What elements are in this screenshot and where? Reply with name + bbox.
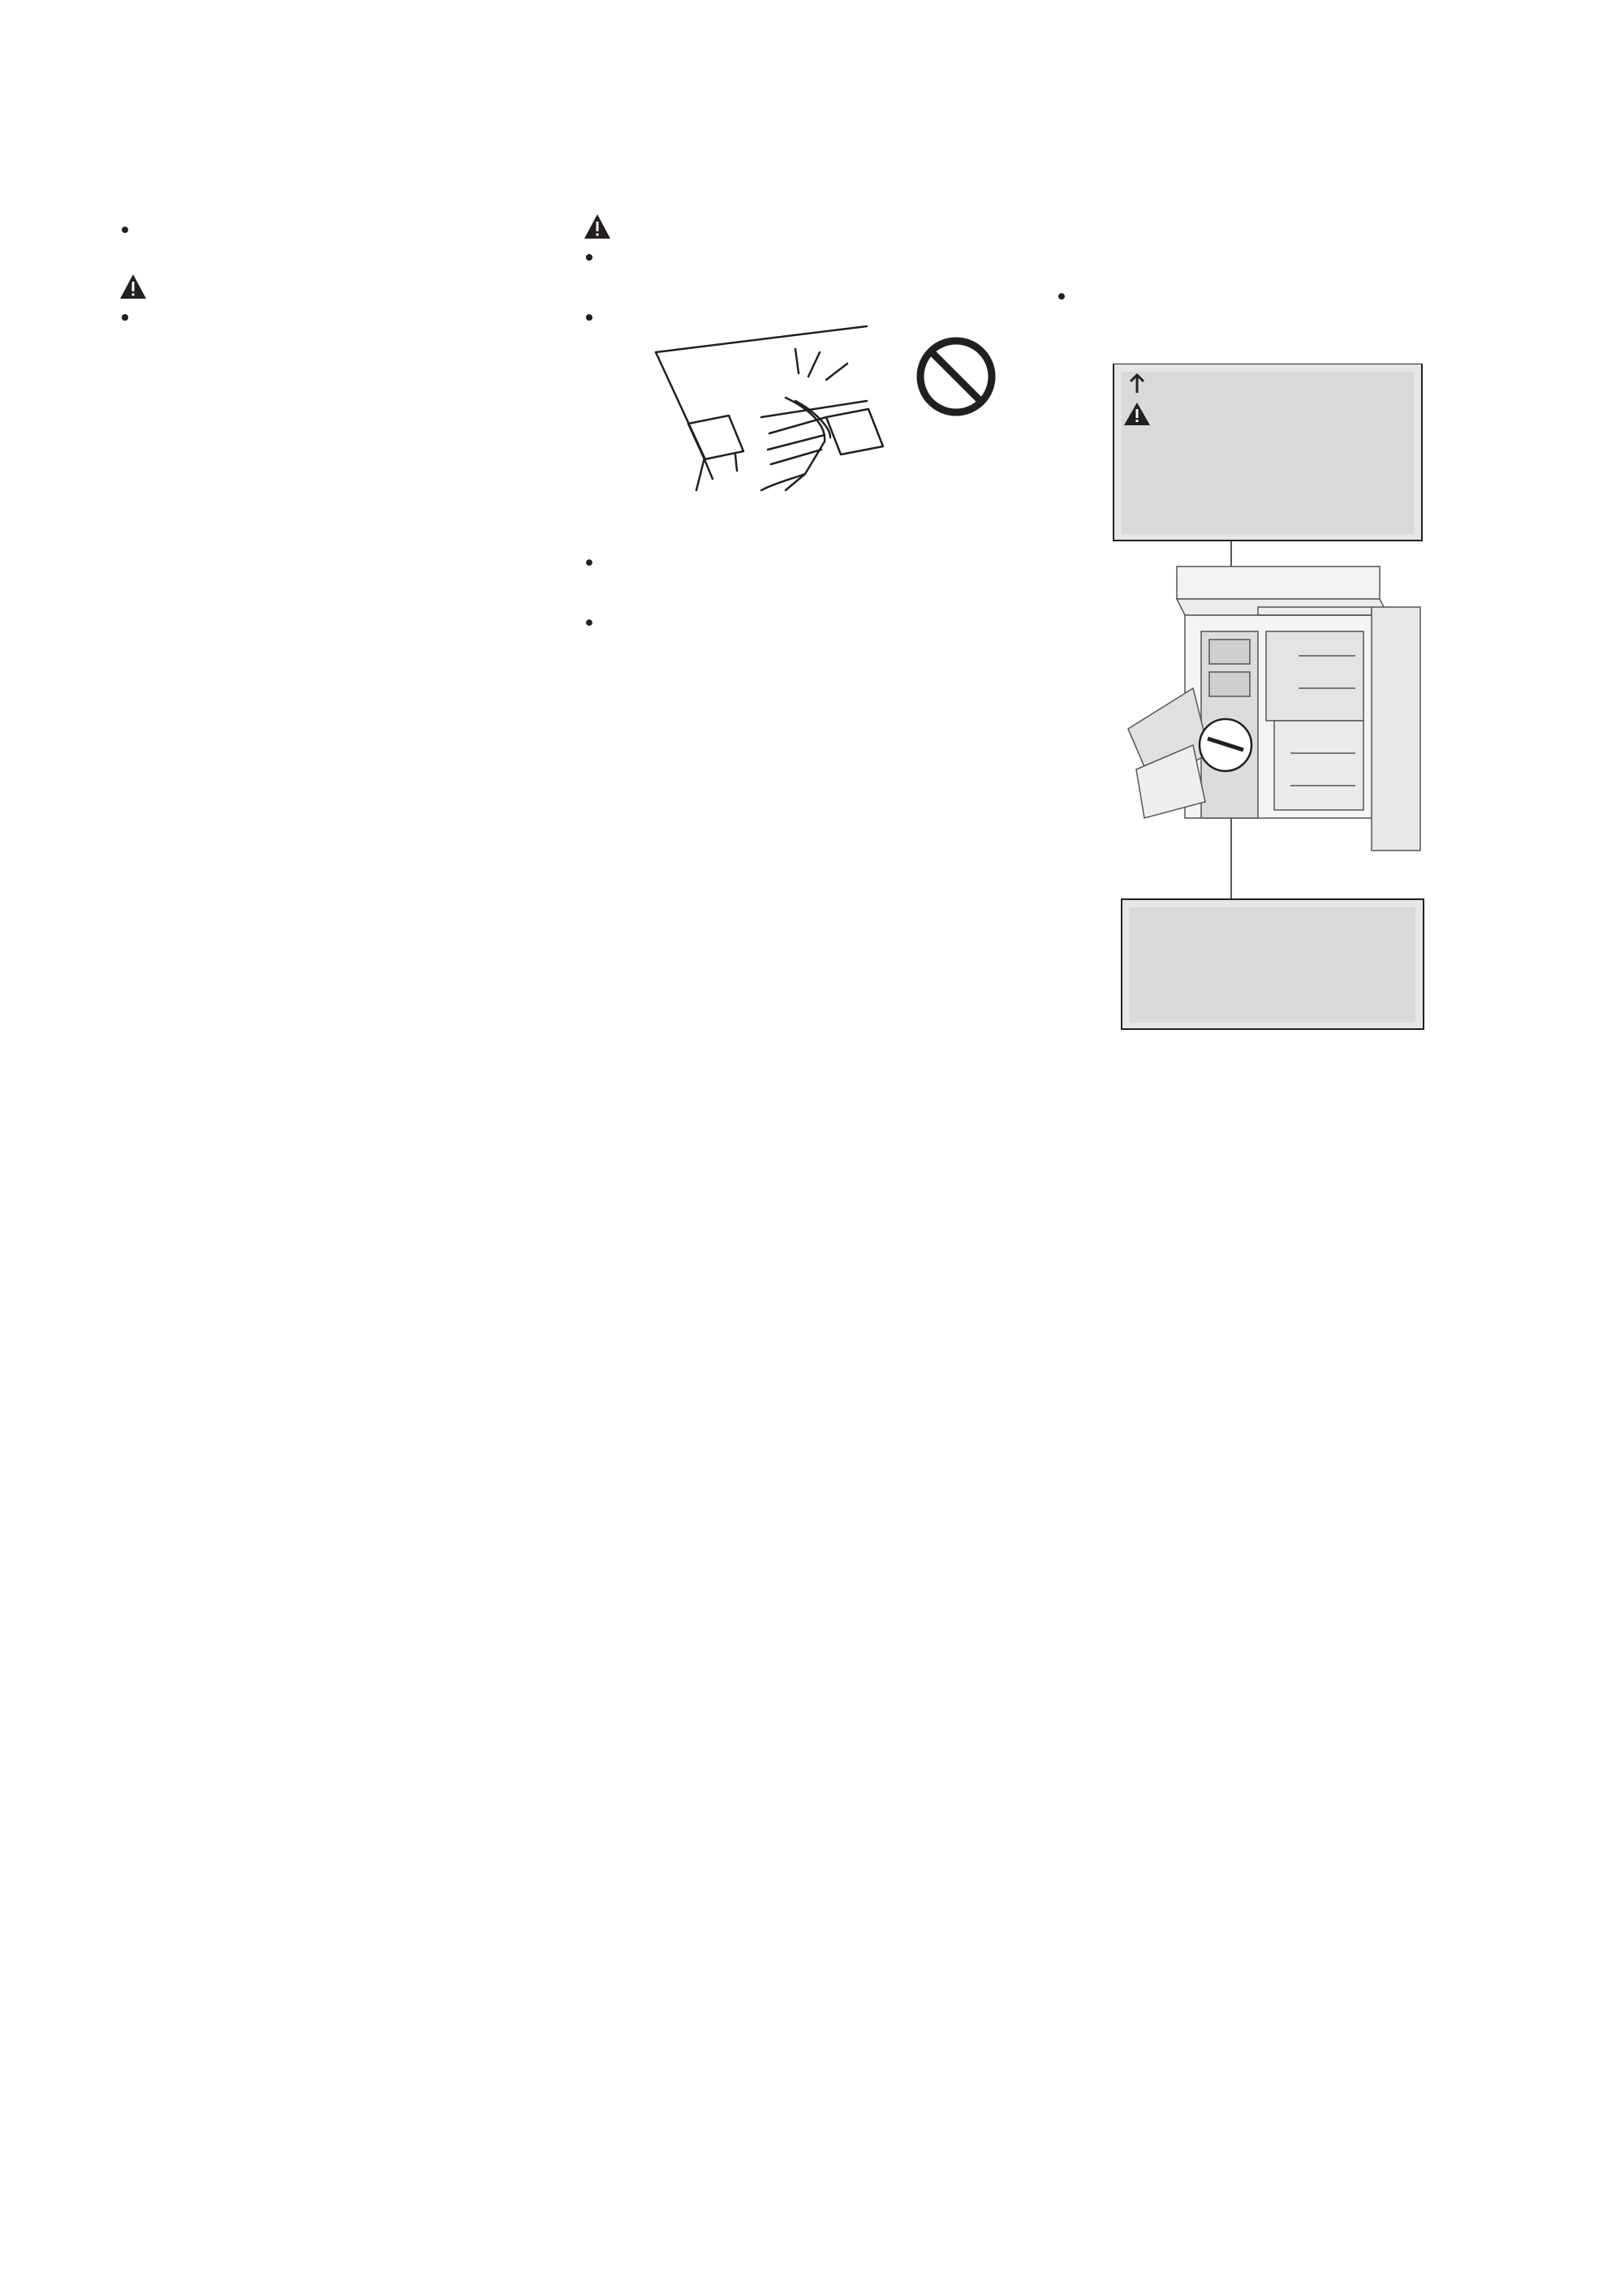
printer-illustration	[1128, 566, 1420, 851]
warning-heading	[118, 273, 549, 300]
column-middle	[583, 213, 1017, 610]
laser-caution-label-illustration	[1055, 364, 1493, 1094]
caution-triangle-icon	[583, 213, 612, 240]
laser-label-top	[1114, 364, 1422, 541]
feeder-hand-prohibited-illustration	[583, 320, 1005, 506]
laser-label-bottom	[1122, 899, 1424, 1029]
column-left	[118, 213, 549, 360]
caution-heading	[583, 213, 1017, 240]
column-right	[1055, 213, 1493, 1094]
warning-triangle-icon	[118, 273, 148, 300]
